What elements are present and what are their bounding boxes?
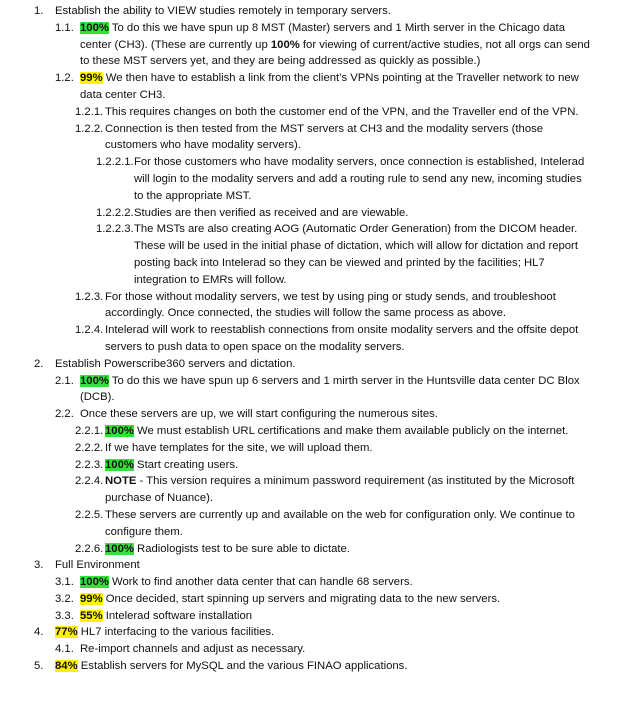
progress-badge-complete: 100% xyxy=(80,374,109,387)
item-text xyxy=(134,154,590,204)
outline-item xyxy=(0,205,590,222)
item-text xyxy=(80,373,590,407)
item-text xyxy=(105,473,590,507)
outline-item xyxy=(0,557,590,574)
item-number: 1.2. xyxy=(55,72,74,85)
outline-item xyxy=(0,591,590,608)
outline-item xyxy=(0,154,590,204)
text-span: Once decided, start spinning up servers and migrating data to the new servers. xyxy=(102,592,501,605)
text-span: Studies are then verified as received and are viewable. xyxy=(134,206,409,219)
item-text xyxy=(105,541,590,558)
item-text xyxy=(80,591,590,608)
item-number: 1.2.2.3. xyxy=(96,223,134,236)
text-span: Connection is then tested from the MST servers at CH3 and the modality servers (those customers who have modality servers). xyxy=(105,122,544,152)
item-text xyxy=(105,121,590,155)
text-span: HL7 interfacing to the various facilities. xyxy=(77,626,275,639)
item-text xyxy=(105,289,590,323)
text-span: Establish the ability to VIEW studies remotely in temporary servers. xyxy=(55,5,391,17)
item-text xyxy=(55,557,590,574)
progress-badge-partial: 55% xyxy=(80,609,103,622)
item-text xyxy=(105,457,590,474)
text-span: Intelerad will work to reestablish connections from onsite modality servers and the offsite depot servers to push data to open space on the modality servers. xyxy=(105,324,579,353)
item-number: 2.2.1. xyxy=(75,424,104,437)
text-span: Establish Powerscribe360 servers and dictation. xyxy=(55,357,296,370)
item-number: 1.2.3. xyxy=(75,290,104,303)
outline-item xyxy=(0,608,590,625)
text-span: Re-import channels and adjust as necessary. xyxy=(80,643,306,656)
item-number: 4.1. xyxy=(55,643,74,656)
item-number: 1.2.2.1. xyxy=(96,156,134,169)
outline-item xyxy=(0,3,590,20)
text-span: for viewing of current/active studies, not all orgs can send to these MST servers yet, and they are being addressed as quickly as possible.) xyxy=(80,38,590,68)
item-text xyxy=(80,574,590,591)
outline-item xyxy=(0,574,590,591)
text-span: Radiologists test to be sure able to dictate. xyxy=(133,542,350,555)
text-span: Establish servers for MySQL and the various FINAO applications. xyxy=(77,660,408,673)
item-text xyxy=(55,356,590,373)
progress-badge-complete: 100% xyxy=(105,458,134,471)
outline-item xyxy=(0,658,590,675)
text-span: Intelerad software installation xyxy=(102,609,253,622)
outline-item xyxy=(0,104,590,121)
item-text xyxy=(80,608,590,625)
text-span: To do this we have spun up 6 servers and 1 mirth server in the Huntsville data center DC Blox (DCB). xyxy=(80,374,580,404)
outline-item xyxy=(0,289,590,323)
item-text xyxy=(80,641,590,658)
progress-badge-complete: 100% xyxy=(80,21,109,34)
progress-badge-complete: 100% xyxy=(80,576,109,589)
item-number: 1.2.2.2. xyxy=(96,206,134,219)
item-number: 2.2.6. xyxy=(75,542,104,555)
item-number: 2.2.4. xyxy=(75,475,104,488)
item-text xyxy=(105,322,590,356)
text-span: The MSTs are also creating AOG (Automatic Order Generation) from the DICOM header. These will be used in the initial phase of dictation, which will allow for dictation and report posting back into Intelerad so they can be viewed and printed by the facilities; HL7 integration to EMRs will follow. xyxy=(134,223,578,286)
item-number: 3. xyxy=(34,559,44,572)
text-span: These servers are currently up and available on the web for configuration only. We continue to configure them. xyxy=(105,508,575,538)
item-number: 1. xyxy=(34,5,44,17)
item-number: 1.2.2. xyxy=(75,122,104,135)
item-text xyxy=(80,70,590,104)
item-number: 2.2.3. xyxy=(75,458,104,471)
item-text xyxy=(134,221,590,288)
outline-item xyxy=(0,440,590,457)
item-number: 2.2.5. xyxy=(75,508,104,521)
progress-badge-complete: 100% xyxy=(105,424,134,437)
item-text xyxy=(80,20,590,70)
outline-item xyxy=(0,121,590,155)
text-span: Work to find another data center that can handle 68 servers. xyxy=(108,576,413,589)
item-number: 5. xyxy=(34,660,44,673)
outline-item xyxy=(0,507,590,541)
outline-item xyxy=(0,406,590,423)
text-span: - This version requires a minimum password requirement (as instituted by the Microsoft purchase of Nuance). xyxy=(105,475,575,505)
outline-item xyxy=(0,624,590,641)
text-span: For those customers who have modality servers, once connection is established, Intelerad will login to the modality servers and add a routing rule to send any new, incoming studies to the appropriate MST. xyxy=(134,156,585,202)
item-text xyxy=(105,104,590,121)
item-text xyxy=(80,406,590,423)
bold-text: 100% xyxy=(270,38,300,51)
item-text xyxy=(105,440,590,457)
outline-item xyxy=(0,541,590,558)
item-number: 2.1. xyxy=(55,374,74,387)
text-span: Full Environment xyxy=(55,559,140,572)
outline-item xyxy=(0,322,590,356)
item-text xyxy=(55,3,590,20)
text-span: For those without modality servers, we test by using ping or study sends, and troubleshoot accordingly. Once connected, the studies will follow the same process as above. xyxy=(105,290,556,320)
progress-badge-partial: 77% xyxy=(55,626,78,639)
outline-item xyxy=(0,423,590,440)
item-number: 1.1. xyxy=(55,21,74,34)
progress-badge-partial: 84% xyxy=(55,660,78,673)
item-number: 1.2.4. xyxy=(75,324,104,337)
item-text xyxy=(105,507,590,541)
outline-item xyxy=(0,221,590,288)
item-text xyxy=(134,205,590,222)
outline-item xyxy=(0,373,590,407)
item-text xyxy=(105,423,590,440)
text-span: We then have to establish a link from the client’s VPNs pointing at the Traveller network to new data center CH3. xyxy=(80,72,579,101)
progress-badge-partial: 99% xyxy=(80,72,103,85)
item-number: 3.3. xyxy=(55,609,74,622)
text-span: To do this we have spun up 8 MST (Master) servers and 1 Mirth server in the Chicago data center (CH3). (These are currently up xyxy=(80,21,565,51)
item-number: 2. xyxy=(34,357,44,370)
item-number: 1.2.1. xyxy=(75,105,104,118)
outline-item xyxy=(0,457,590,474)
text-span: Once these servers are up, we will start configuring the numerous sites. xyxy=(80,408,438,421)
progress-badge-partial: 99% xyxy=(80,592,103,605)
item-number: 2.2. xyxy=(55,408,74,421)
item-text xyxy=(55,658,590,675)
item-number: 2.2.2. xyxy=(75,441,104,454)
bold-text: NOTE xyxy=(105,475,137,488)
outline-item xyxy=(0,473,590,507)
outline-item xyxy=(0,20,590,70)
text-span: If we have templates for the site, we will upload them. xyxy=(105,441,373,454)
item-number: 3.2. xyxy=(55,592,74,605)
text-span: We must establish URL certifications and make them available publicly on the internet. xyxy=(133,424,569,437)
outline-item xyxy=(0,641,590,658)
item-text xyxy=(55,624,590,641)
text-span: Start creating users. xyxy=(133,458,239,471)
outline-item xyxy=(0,356,590,373)
text-span: This requires changes on both the customer end of the VPN, and the Traveller end of the VPN. xyxy=(105,105,579,118)
outline-item xyxy=(0,70,590,104)
item-number: 3.1. xyxy=(55,576,74,589)
progress-badge-complete: 100% xyxy=(105,542,134,555)
item-number: 4. xyxy=(34,626,44,639)
